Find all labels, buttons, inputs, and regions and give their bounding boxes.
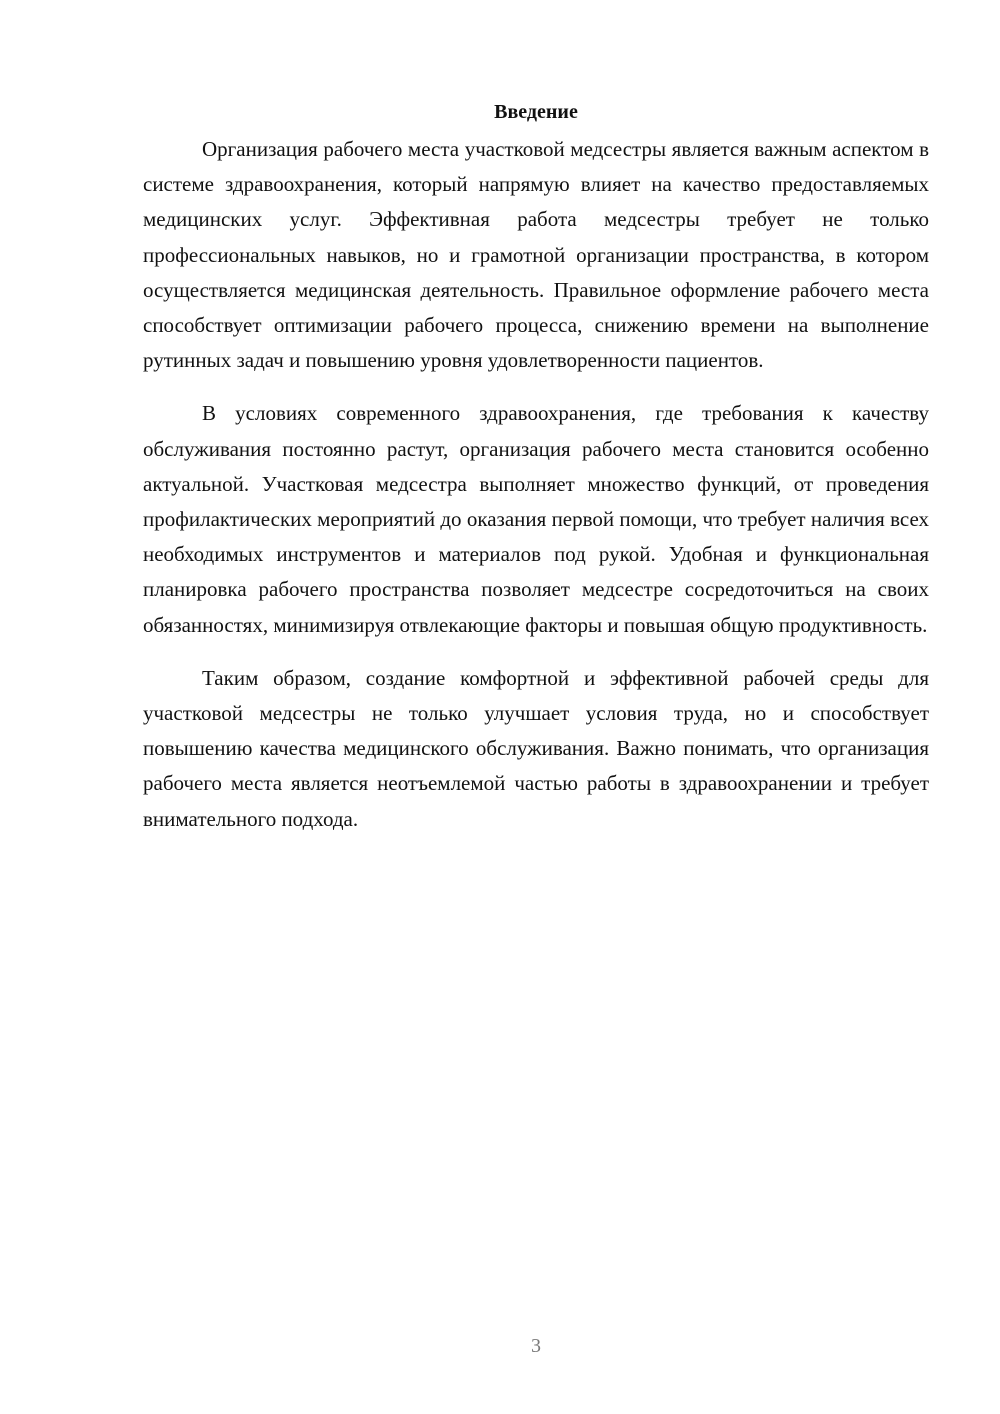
paragraph-1: Организация рабочего места участковой медсестры является важным аспектом в системе здравоохранения, который напрямую влияет на качество предоставляемых медицинских услуг. Эффективная работа медсестры требует не только профессиональных навыков, но и грамотной организации пространства, в котором осуществляется медицинская деятельность. Правильное оформление рабочего места способствует оптимизации рабочего процесса, снижению времени на выполнение рутинных задач и повышению уровня удовлетворенности пациентов.	[143, 137, 929, 373]
page-number: 3	[531, 1335, 541, 1357]
page-content	[143, 98, 929, 855]
paragraph-2: В условиях современного здравоохранения, где требования к качеству обслуживания постоянно растут, организация рабочего места становится особенно актуальной. Участковая медсестра выполняет множество функций, от проведения профилактических мероприятий до оказания первой помощи, что требует наличия всех необходимых инструментов и материалов под рукой. Удобная и функциональная планировка рабочего пространства позволяет медсестре сосредоточиться на своих обязанностях, минимизируя отвлекающие факторы и повышая общую продуктивность.	[143, 401, 929, 637]
section-heading: Введение	[494, 101, 578, 123]
paragraph-3: Таким образом, создание комфортной и эффективной рабочей среды для участковой медсестры не только улучшает условия труда, но и способствует повышению качества медицинского обслуживания. Важно понимать, что организация рабочего места является неотъемлемой частью работы в здравоохранении и требует внимательного подхода.	[143, 665, 929, 831]
